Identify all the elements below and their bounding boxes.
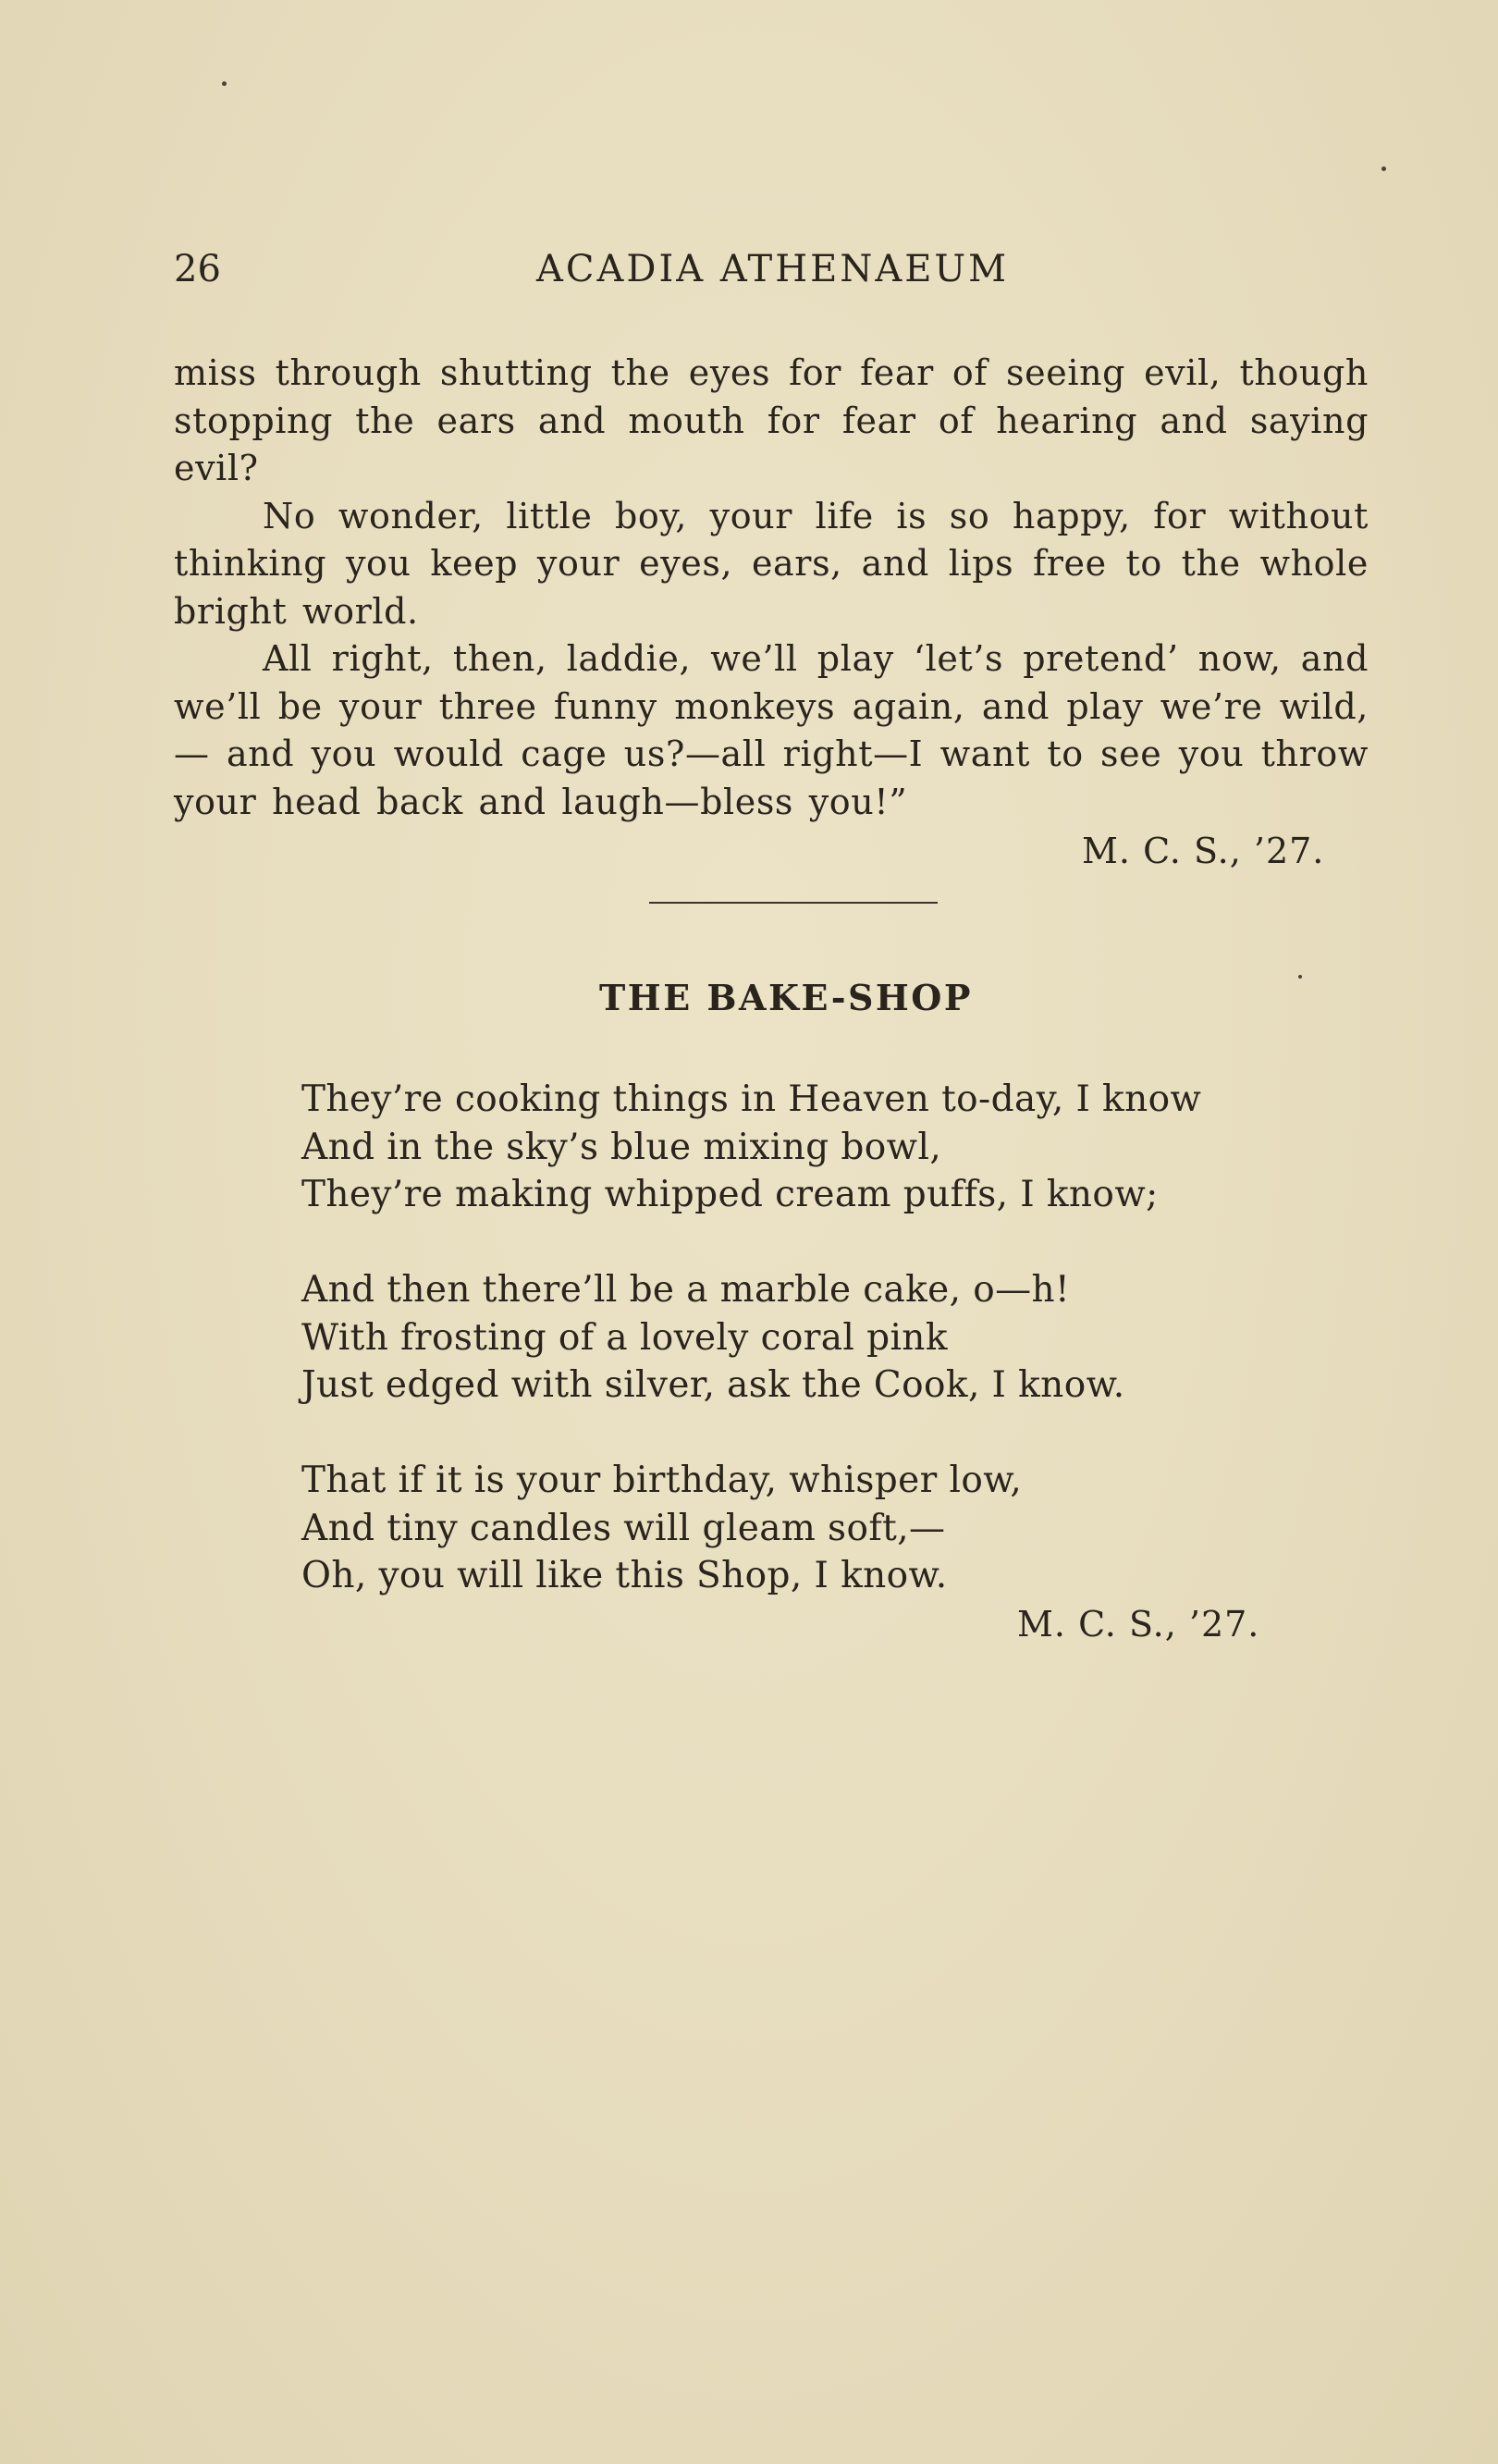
prose-text <box>174 350 1369 826</box>
poem-stanza <box>301 1457 1201 1600</box>
poem-body <box>301 1076 1201 1647</box>
page-number: 26 <box>174 248 221 290</box>
poem-title: THE BAKE-SHOP <box>599 977 973 1018</box>
poem-signature: M. C. S., ’27. <box>1017 1604 1260 1645</box>
poem-stanza <box>301 1076 1201 1219</box>
paper-speck <box>1381 166 1386 171</box>
poem-line: And then there’ll be a marble cake, o—h! <box>301 1269 1071 1311</box>
section-divider <box>649 902 938 904</box>
paper-speck <box>1298 975 1302 979</box>
prose-signature: M. C. S., ’27. <box>1082 831 1325 871</box>
poem-line: They’re making whipped cream puffs, I know; <box>301 1174 1159 1215</box>
poem-stanza <box>301 1266 1201 1410</box>
prose-paragraph: miss through shutting the eyes for fear of seeing evil, though stopping the ears and mouth for fear of hearing and saying evil? <box>174 352 1369 488</box>
page-header <box>174 248 1369 300</box>
poem-line: They’re cooking things in Heaven to-day, I know <box>301 1078 1202 1120</box>
poem-line: Oh, you will like this Shop, I know. <box>301 1555 948 1596</box>
poem-line: And tiny candles will gleam soft,— <box>301 1507 946 1549</box>
poem-line: Just edged with silver, ask the Cook, I know. <box>301 1364 1125 1406</box>
poem-line: That if it is your birthday, whisper low, <box>301 1460 1023 1501</box>
prose-paragraph: All right, then, laddie, we’ll play ‘let’s pretend’ now, and we’ll be your three funny monkeys again, and play we’re wild,— and you would cage us?—all right—I want to see you throw your head back and laugh—bless you!” <box>174 638 1369 822</box>
poem-line: With frosting of a lovely coral pink <box>301 1316 948 1359</box>
prose-paragraph: No wonder, little boy, your life is so happy, for without thinking you keep your eyes, ears, and lips free to the whole bright world. <box>174 495 1369 632</box>
paper-speck <box>222 81 227 86</box>
running-title: ACADIA ATHENAEUM <box>536 248 1010 290</box>
poem-line: And in the sky’s blue mixing bowl, <box>301 1126 942 1168</box>
